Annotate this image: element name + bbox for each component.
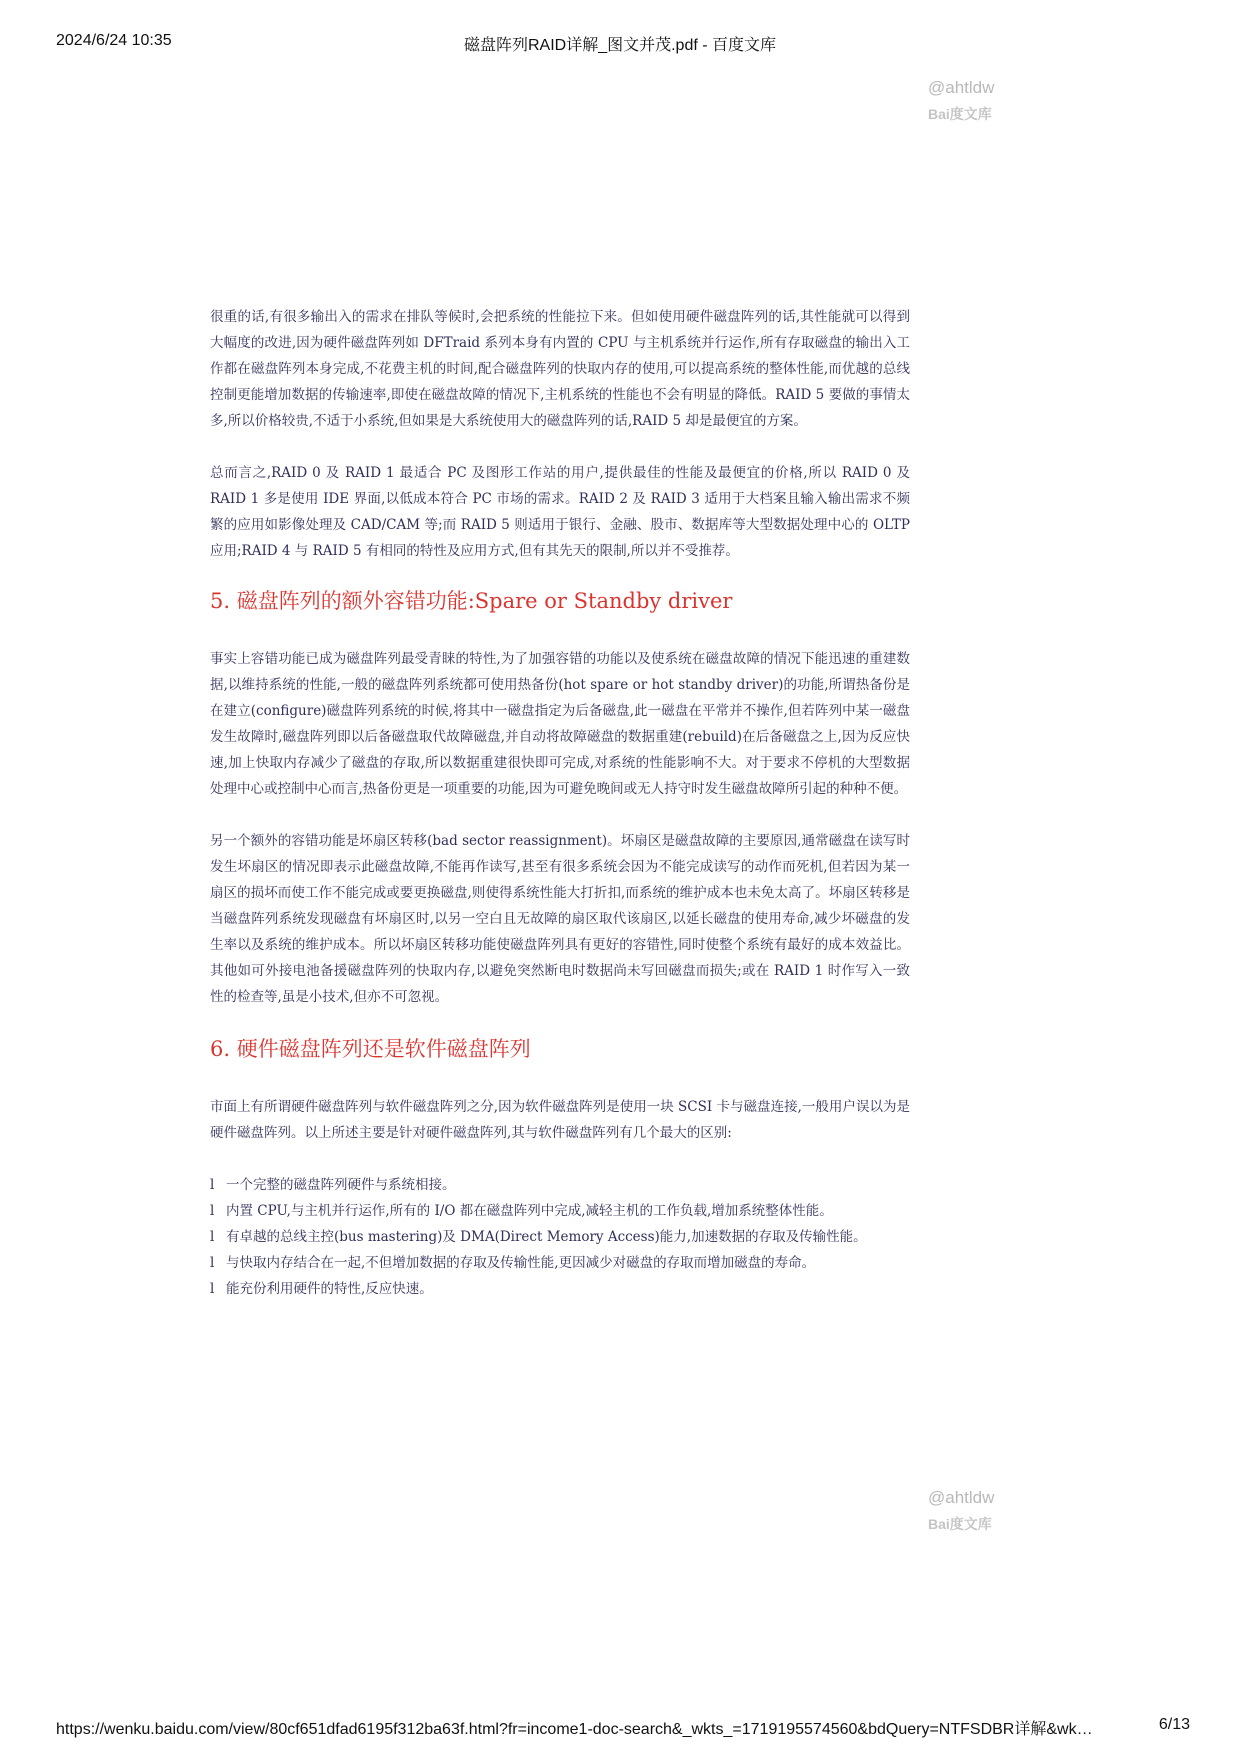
paragraph-intro-1: 很重的话,有很多输出入的需求在排队等候时,会把系统的性能拉下来。但如使用硬件磁盘阵列的话,其性能就可以得到大幅度的改进,因为硬件磁盘阵列如 DFTraid 系列本身有内置的 CPU 与主机系统并行运作,所有存取磁盘的输出入工作都在磁盘阵列本身完成,不花费主机的时间,配合磁盘阵列的快取内存的使用,可以提高系统的整体性能,而优越的总线控制更能增加数据的传输速率,即使在磁盘故障的情况下,主机系统的性能也不会有明显的降低。RAID 5 要做的事情太多,所以价格较贵,不适于小系统,但如果是大系统使用大的磁盘阵列的话,RAID 5 却是最便宜的方案。 xyxy=(210,309,910,429)
difference-list xyxy=(210,1172,910,1302)
list-item-text: 与快取内存结合在一起,不但增加数据的存取及传输性能,更因减少对磁盘的存取而增加磁盘的寿命。 xyxy=(226,1255,816,1271)
print-footer-page-number: 6/13 xyxy=(1158,1716,1190,1733)
list-item-text: 一个完整的磁盘阵列硬件与系统相接。 xyxy=(226,1177,456,1193)
watermark-bottom xyxy=(928,1488,1008,1534)
bullet-marker: l xyxy=(210,1203,215,1219)
baidu-wenku-logo-icon: Bai度文库 xyxy=(928,106,992,122)
list-item xyxy=(210,1250,910,1276)
document-body xyxy=(210,304,910,1302)
paragraph-intro-2: 总而言之,RAID 0 及 RAID 1 最适合 PC 及图形工作站的用户,提供最佳的性能及最便宜的价格,所以 RAID 0 及 RAID 1 多是使用 IDE 界面,以低成本符合 PC 市场的需求。RAID 2 及 RAID 3 适用于大档案且输入输出需求不频繁的应用如影像处理及 CAD/CAM 等;而 RAID 5 则适用于银行、金融、股市、数据库等大型数据处理中心的 OLTP 应用;RAID 4 与 RAID 5 有相同的特性及应用方式,但有其先天的限制,所以并不受推荐。 xyxy=(210,465,910,559)
list-item xyxy=(210,1276,910,1302)
baidu-wenku-logo-icon: Bai度文库 xyxy=(928,1516,992,1532)
section-5-heading: 5. 磁盘阵列的额外容错功能:Spare or Standby driver xyxy=(210,589,733,613)
bullet-marker: l xyxy=(210,1281,215,1297)
bullet-marker: l xyxy=(210,1229,215,1245)
section-6-heading: 6. 硬件磁盘阵列还是软件磁盘阵列 xyxy=(210,1037,531,1061)
watermark-user: @ahtldw xyxy=(928,78,995,97)
list-item-text: 能充份利用硬件的特性,反应快速。 xyxy=(226,1281,433,1297)
section-5-paragraph-2: 另一个额外的容错功能是坏扇区转移(bad sector reassignment)。坏扇区是磁盘故障的主要原因,通常磁盘在读写时发生坏扇区的情况即表示此磁盘故障,不能再作读写,甚至有很多系统会因为不能完成读写的动作而死机,但若因为某一扇区的损坏而使工作不能完成或要更换磁盘,则使得系统性能大打折扣,而系统的维护成本也未免太高了。坏扇区转移是当磁盘阵列系统发现磁盘有坏扇区时,以另一空白且无故障的扇区取代该扇区,以延长磁盘的使用寿命,减少坏磁盘的发生率以及系统的维护成本。所以坏扇区转移功能使磁盘阵列具有更好的容错性,同时使整个系统有最好的成本效益比。其他如可外接电池备援磁盘阵列的快取内存,以避免突然断电时数据尚未写回磁盘而损失;或在 RAID 1 时作写入一致性的检查等,虽是小技术,但亦不可忽视。 xyxy=(210,833,910,1005)
list-item xyxy=(210,1224,910,1250)
list-item xyxy=(210,1172,910,1198)
watermark-top xyxy=(928,78,1008,124)
list-item xyxy=(210,1198,910,1224)
bullet-marker: l xyxy=(210,1177,215,1193)
list-item-text: 内置 CPU,与主机并行运作,所有的 I/O 都在磁盘阵列中完成,减轻主机的工作负载,增加系统整体性能。 xyxy=(226,1203,833,1219)
bullet-marker: l xyxy=(210,1255,215,1271)
list-item-text: 有卓越的总线主控(bus mastering)及 DMA(Direct Memory Access)能力,加速数据的存取及传输性能。 xyxy=(226,1229,867,1245)
print-footer-url[interactable]: https://wenku.baidu.com/view/80cf651dfad6195f312ba63f.html?fr=income1-doc-search&_wkts_=1719195574560&bdQuery=NTFSDBR详解&wk… xyxy=(56,1721,1093,1738)
section-5-paragraph-1: 事实上容错功能已成为磁盘阵列最受青睐的特性,为了加强容错的功能以及使系统在磁盘故障的情况下能迅速的重建数据,以维持系统的性能,一般的磁盘阵列系统都可使用热备份(hot spare or hot standby driver)的功能,所谓热备份是在建立(configure)磁盘阵列系统的时候,将其中一磁盘指定为后备磁盘,此一磁盘在平常并不操作,但若阵列中某一磁盘发生故障时,磁盘阵列即以后备磁盘取代故障磁盘,并自动将故障磁盘的数据重建(rebuild)在后备磁盘之上,因为反应快速,加上快取内存减少了磁盘的存取,所以数据重建很快即可完成,对系统的性能影响不大。对于要求不停机的大型数据处理中心或控制中心而言,热备份更是一项重要的功能,因为可避免晚间或无人持守时发生磁盘故障所引起的种种不便。 xyxy=(210,651,910,797)
print-header-title: 磁盘阵列RAID详解_图文并茂.pdf - 百度文库 xyxy=(463,37,777,54)
section-6-paragraph: 市面上有所谓硬件磁盘阵列与软件磁盘阵列之分,因为软件磁盘阵列是使用一块 SCSI 卡与磁盘连接,一般用户误以为是硬件磁盘阵列。以上所述主要是针对硬件磁盘阵列,其与软件磁盘阵列有几个最大的区别: xyxy=(210,1099,910,1141)
watermark-user: @ahtldw xyxy=(928,1488,995,1507)
print-header-datetime: 2024/6/24 10:35 xyxy=(56,32,172,49)
